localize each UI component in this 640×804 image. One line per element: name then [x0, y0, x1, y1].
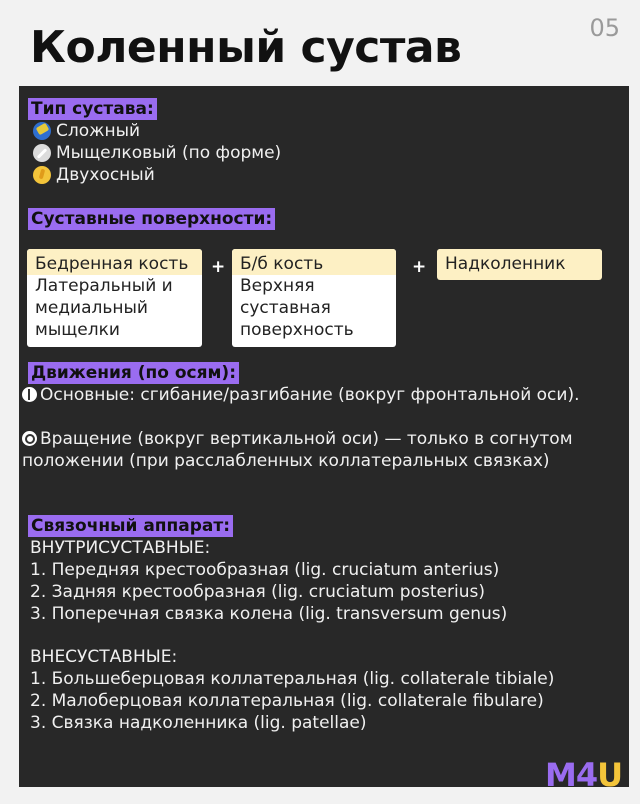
- surfaces-header: Суставные поверхности:: [28, 208, 275, 230]
- plus-sign: +: [211, 257, 226, 277]
- movements-header: Движения (по осям):: [28, 362, 239, 384]
- surface-box-femur: [27, 249, 202, 347]
- surface-box-title: Надколенник: [437, 249, 602, 275]
- victory-hand-icon: [33, 166, 51, 184]
- plus-sign: +: [412, 257, 427, 277]
- surface-box-patella: [437, 249, 602, 280]
- brand-logo: M4U: [545, 756, 623, 794]
- joint-type-header: Тип сустава:: [28, 98, 157, 120]
- joint-type-item: [33, 142, 281, 164]
- page-title: Коленный сустав: [30, 22, 462, 73]
- ligaments-header: Связочный аппарат:: [28, 515, 233, 537]
- surface-box-title: Бедренная кость: [27, 249, 202, 275]
- surface-box-line: мыщелки: [35, 320, 120, 340]
- bone-icon: [33, 144, 51, 162]
- page-number: 05: [589, 14, 620, 42]
- ligament-item: 1. Передняя крестообразная (lig. cruciatum anterius): [30, 560, 500, 580]
- surface-box-title: Б/б кость: [232, 249, 396, 275]
- ligament-item: 3. Поперечная связка колена (lig. transversum genus): [30, 604, 508, 624]
- ligament-item: 3. Связка надколенника (lig. patellae): [30, 713, 367, 733]
- surface-box-line: поверхность: [240, 320, 354, 340]
- ligament-item: 1. Большеберцовая коллатеральная (lig. collaterale tibiale): [30, 669, 555, 689]
- movement-item: [22, 428, 612, 472]
- ligament-item: 2. Задняя крестообразная (lig. cruciatum posterius): [30, 582, 485, 602]
- ligament-item: 2. Малоберцовая коллатеральная (lig. collaterale fibulare): [30, 691, 544, 711]
- surface-box-line: медиальный: [35, 298, 148, 318]
- movement-item: [22, 384, 612, 406]
- extra-articular-title: ВНЕСУСТАВНЫЕ:: [30, 647, 178, 667]
- surface-box-line: суставная: [240, 298, 331, 318]
- surface-box-line: Верхняя: [240, 276, 315, 296]
- movement-text: Вращение (вокруг вертикальной оси) — только в согнутом положении (при расслабленных коллатеральных связках): [22, 429, 573, 471]
- joint-type-text: Сложный: [56, 121, 141, 141]
- axis-icon: [22, 387, 37, 402]
- surface-box-line: Латеральный и: [35, 276, 173, 296]
- puzzle-icon: [33, 122, 51, 140]
- rotation-icon: [22, 431, 37, 446]
- joint-type-item: [33, 120, 140, 142]
- joint-type-item: [33, 164, 155, 186]
- intra-articular-title: ВНУТРИСУСТАВНЫЕ:: [30, 538, 211, 558]
- content-card: [19, 86, 629, 787]
- movement-text: Основные: сгибание/разгибание (вокруг фронтальной оси).: [40, 385, 580, 405]
- joint-type-text: Двухосный: [56, 165, 155, 185]
- joint-type-text: Мыщелковый (по форме): [56, 143, 282, 163]
- surface-box-tibia: [232, 249, 396, 347]
